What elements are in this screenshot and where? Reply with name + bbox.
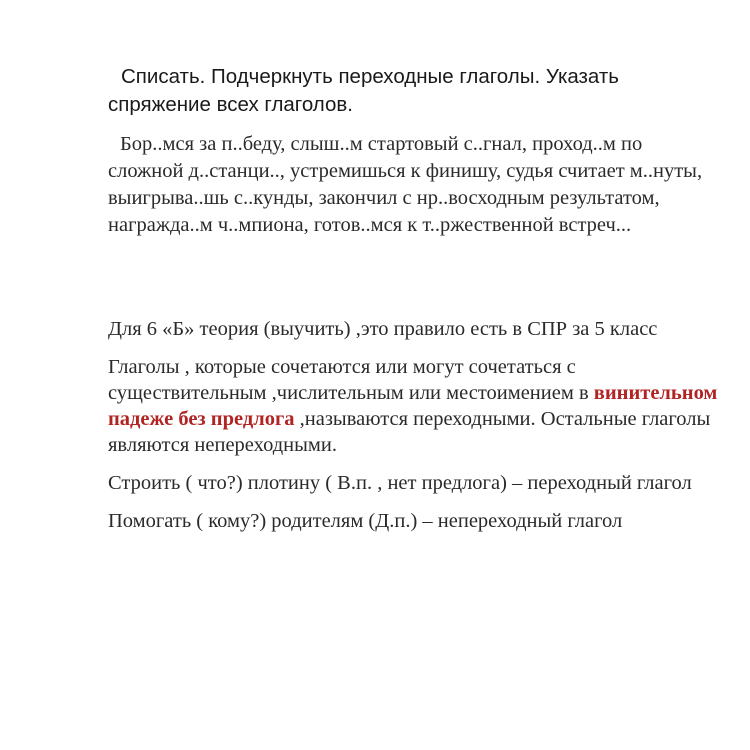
- exercise-text: [108, 131, 718, 239]
- theory-section: [108, 316, 718, 546]
- theory-rule: [108, 354, 718, 458]
- exercise-body: Бор..мся за п..беду, слыш..м стартовый с..гнал, проход..м по сложной д..станци.., устремишься к финишу, судья считает м..нуты, выигрыва..шь с..кунды, закончил с нр..восходным результатом, награжда..м ч..мпиона, готов..мся к т..ржественной встреч...: [108, 133, 703, 236]
- rule-end: ,называются переходными. Остальные глаголы являются непереходными.: [108, 408, 711, 456]
- rule-highlight: винительном падеже без предлога: [108, 382, 718, 430]
- example-transitive: Строить ( что?) плотину ( В.п. , нет предлога) – переходный глагол: [108, 472, 692, 494]
- task-text: Списать. Подчеркнуть переходные глаголы. Указать спряжение всех глаголов.: [108, 65, 619, 116]
- example-intransitive: Помогать ( кому?) родителям (Д.п.) – непереходный глагол: [108, 510, 623, 532]
- theory-intro: Для 6 «Б» теория (выучить) ,это правило есть в СПР за 5 класс: [108, 318, 658, 340]
- rule-start: Глаголы , которые сочетаются или могут сочетаться с существительным ,числительным или местоимением в: [108, 356, 594, 404]
- task-instruction: [108, 63, 718, 119]
